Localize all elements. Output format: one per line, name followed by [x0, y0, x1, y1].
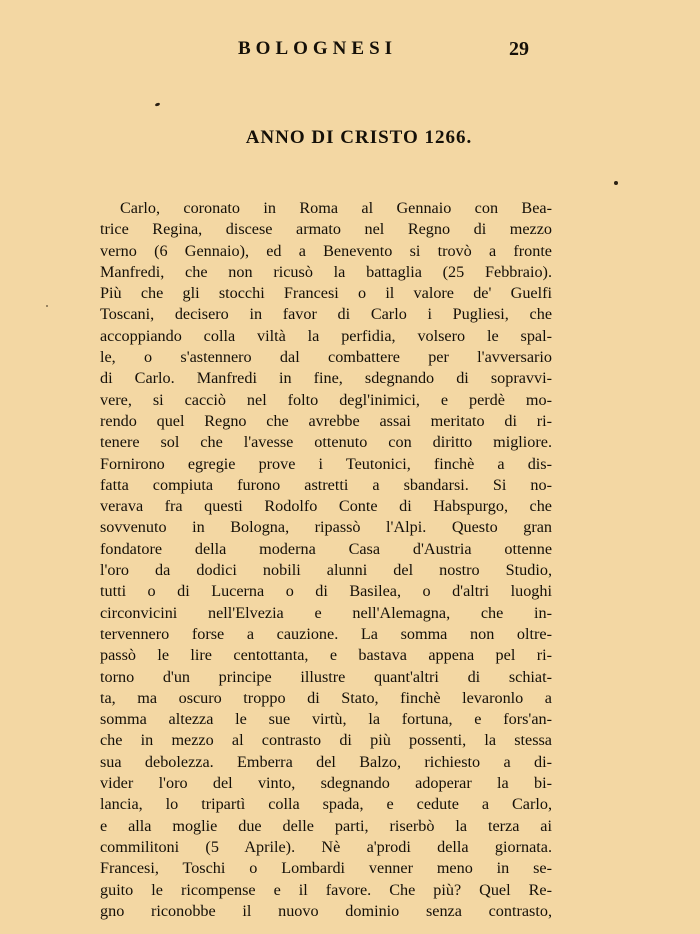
text-line: fondatore della moderna Casa d'Austria ottenne — [100, 539, 552, 558]
text-line: tervennero forse a cauzione. La somma non oltre- — [100, 624, 552, 643]
text-line: che in mezzo al contrasto di più possenti, la stessa — [100, 731, 552, 750]
text-line: rendo quel Regno che avrebbe assai meritato di ri- — [100, 411, 552, 430]
ink-speck — [46, 305, 48, 307]
text-line: verno (6 Gennaio), ed a Benevento si trovò a fronte — [100, 241, 552, 260]
text-line: ta, ma oscuro troppo di Stato, finchè levaronlo a — [100, 688, 552, 707]
text-line: e alla moglie due delle parti, riserbò la terza ai — [100, 816, 552, 835]
page-number: 29 — [509, 38, 529, 60]
text-line: le, o s'astennero dal combattere per l'avversario — [100, 348, 552, 367]
text-line: tenere sol che l'avesse ottenuto con diritto migliore. — [100, 433, 552, 452]
text-line: torno d'un principe illustre quant'altri di schiat- — [100, 667, 552, 686]
running-head — [0, 38, 700, 68]
text-line: tutti o di Lucerna o di Basilea, o d'altri luoghi — [100, 582, 552, 601]
text-line: Fornirono egregie prove i Teutonici, finchè a dis- — [100, 454, 552, 473]
ink-speck — [614, 181, 618, 185]
ink-speck — [155, 102, 161, 107]
text-line: commilitoni (5 Aprile). Nè a'prodi della giornata. — [100, 837, 552, 856]
text-line: guito le ricompense e il favore. Che più? Quel Re- — [100, 880, 552, 899]
text-line: Toscani, decisero in favor di Carlo i Pugliesi, che — [100, 305, 552, 324]
text-line: Manfredi, che non ricusò la battaglia (25 Febbraio). — [100, 262, 552, 281]
text-line: sovvenuto in Bologna, ripassò l'Alpi. Questo gran — [100, 518, 552, 537]
body-text — [100, 198, 552, 922]
text-line: vere, si cacciò nel folto degl'inimici, e perdè mo- — [100, 390, 552, 409]
text-line: passò le lire centottanta, e bastava appena pel ri- — [100, 646, 552, 665]
section-heading: ANNO DI CRISTO 1266. — [245, 127, 473, 148]
text-line: l'oro da dodici nobili alunni del nostro Studio, — [100, 561, 552, 580]
text-line: circonvicini nell'Elvezia e nell'Alemagna, che in- — [100, 603, 552, 622]
text-line: Carlo, coronato in Roma al Gennaio con Bea- — [120, 199, 552, 217]
text-line: Più che gli stocchi Francesi o il valore de' Guelfi — [100, 284, 552, 303]
text-line: verava fra questi Rodolfo Conte di Habspurgo, che — [100, 497, 552, 516]
text-line: Francesi, Toschi o Lombardi venner meno in se- — [100, 859, 552, 878]
text-line: fatta compiuta furono astretti a sbandarsi. Si no- — [100, 475, 552, 494]
text-line: lancia, lo tripartì colla spada, e cedute a Carlo, — [100, 795, 552, 814]
text-line: gno riconobbe il nuovo dominio senza contrasto, — [100, 901, 552, 920]
text-line: somma altezza le sue virtù, la fortuna, e fors'an- — [100, 710, 552, 729]
text-line: sua debolezza. Emberra del Balzo, richiesto a di- — [100, 752, 552, 771]
text-line: di Carlo. Manfredi in fine, sdegnando di sopravvi- — [100, 369, 552, 388]
text-line: accoppiando colla viltà la perfidia, volsero le spal- — [100, 326, 552, 345]
text-line: trice Regina, discese armato nel Regno di mezzo — [100, 220, 552, 239]
running-title: BOLOGNESI — [238, 38, 398, 59]
text-line: vider l'oro del vinto, sdegnando adoperar la bi- — [100, 774, 552, 793]
